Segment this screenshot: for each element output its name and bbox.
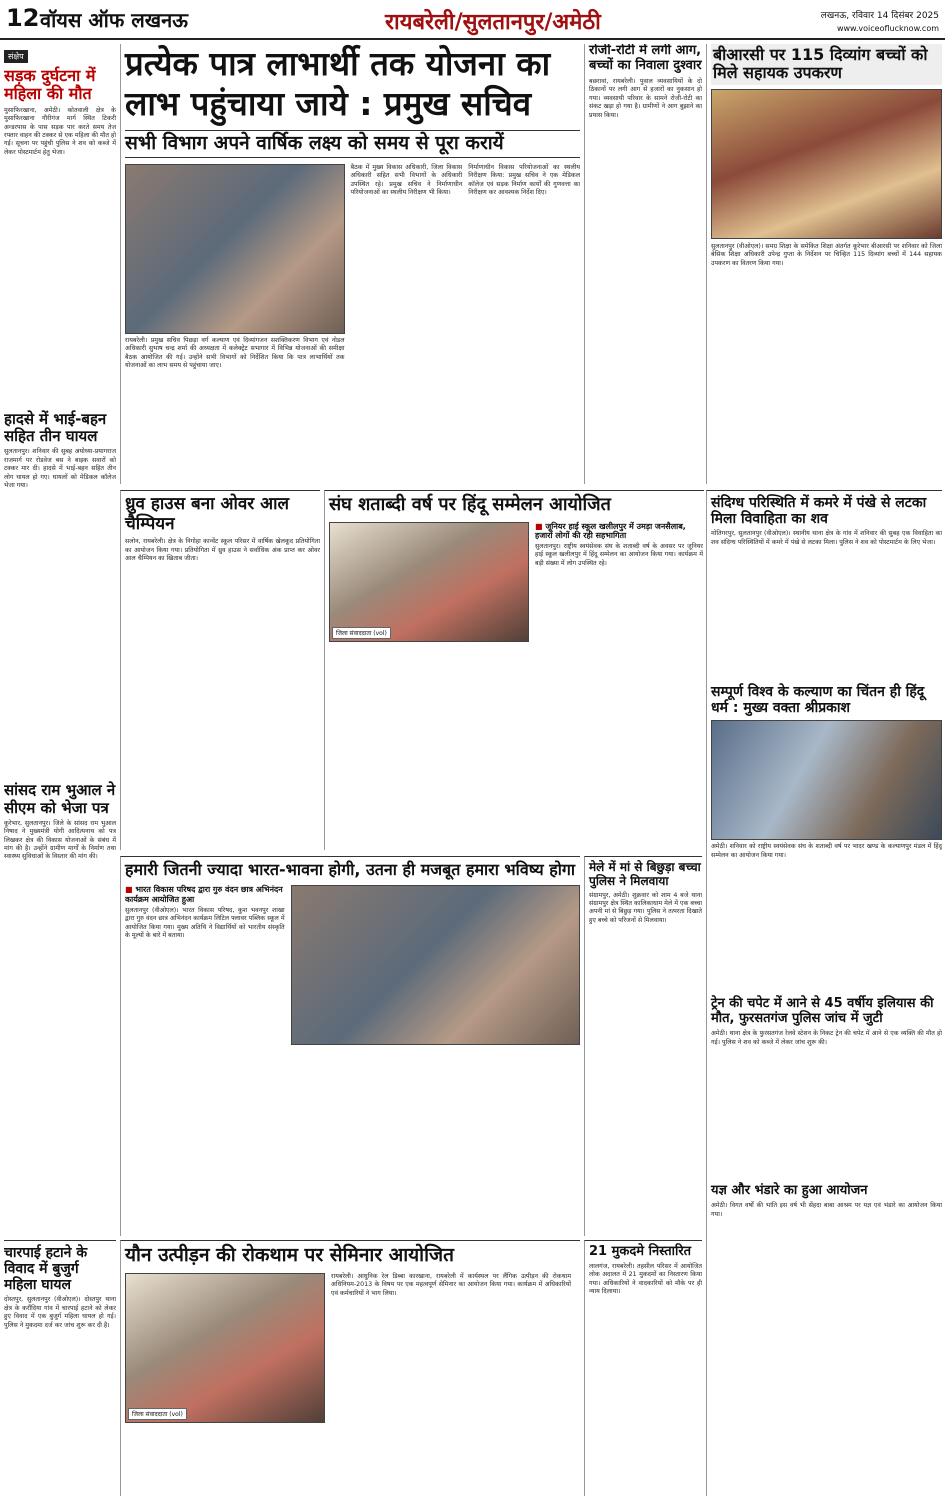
article-body: रायबरेली। प्रमुख सचिव पिछड़ा वर्ग कल्याण एवं दिव्यांगजन सशक्तिकरण विभाग एवं नोडल अधिकारी सुभाष चन्द्र शर्मा की अध्यक्षता में कलेक्ट्रेट सभागार में विभिन्न योजनाओं की समीक्षा बैठक आयोजित की गई। उन्होंने सभी विभागों को निर्देशित किया कि पात्र लाभार्थियों तक योजनाओं का लाभ समय से पहुंचाया जाए। xyxy=(125,336,345,370)
lead-subhead: सभी विभाग अपने वार्षिक लक्ष्य को समय से पूरा करायें xyxy=(125,130,580,158)
article-body: बछरावां, रायबरेली। पुवाल व्यवसायियों के दो ठिकानों पर लगी आग से हजारों का नुकसान हो गया। व्यवसायी परिवार के सामने रोजी-रोटी का संकट खड़ा हो गया है। ग्रामीणों ने आग बुझाने का प्रयास किया। xyxy=(589,77,702,119)
headline: 21 मुकदमे निस्तारित xyxy=(589,1244,692,1259)
headline: ध्रुव हाउस बना ओवर आल चैम्पियन xyxy=(125,494,290,534)
story-photo xyxy=(291,885,580,1045)
lead-headline: प्रत्येक पात्र लाभार्थी तक योजना का लाभ पहुंचाया जाये : प्रमुख सचिव xyxy=(125,44,551,123)
headline: सांसद राम भुआल ने सीएम को भेजा पत्र xyxy=(4,781,116,817)
article-body: बैठक में मुख्य विकास अधिकारी, जिला विकास अधिकारी सहित सभी विभागों के अधिकारी उपस्थित रहे। प्रमुख सचिव ने निर्माणाधीन परियोजनाओं का स्थलीय निरीक्षण भी किया। xyxy=(350,163,463,197)
article-body: अमेठी। शनिवार को राष्ट्रीय स्वयंसेवक संघ के शताब्दी वर्ष पर भादर खण्ड के कल्याणपुर मंडल में हिंदू सम्मेलन का आयोजन किया गया। xyxy=(711,843,942,859)
website: www.voiceoflucknow.com xyxy=(836,24,939,33)
story-photo xyxy=(711,89,942,239)
bottom-story xyxy=(120,1240,580,1496)
col3-top-story xyxy=(584,44,702,484)
bottom-col3-story xyxy=(584,1240,702,1496)
article-body: सलोन, रायबरेली। क्षेत्र के निगोहा कान्वेंट स्कूल परिसर में वार्षिक खेलकूद प्रतियोगिता का आयोजन किया गया। प्रतियोगिता में ध्रुव हाउस ने सर्वाधिक अंक प्राप्त कर ओवर आल चैम्पियन का खिताब जीता। xyxy=(125,538,320,562)
masthead xyxy=(0,0,945,40)
photo-credit: जिला संवाददाता (vol) xyxy=(332,627,391,639)
headline: बीआरसी पर 115 दिव्यांग बच्चों को मिले सहायक उपकरण xyxy=(711,44,942,85)
story-photo xyxy=(329,522,529,642)
right-column xyxy=(706,490,942,1496)
article-body: संग्रामपुर, अमेठी। शुक्रवार को शाम 4 बजे थाना संग्रामपुर क्षेत्र स्थित कालिकाधाम मेले में एक बच्चा अपनी मां से बिछुड़ गया। पुलिस ने तत्परता दिखाते हुए बच्चे को परिजनों से मिलवाया। xyxy=(589,891,702,924)
center-story xyxy=(120,856,580,1236)
section-title: रायबरेली/सुलतानपुर/अमेठी xyxy=(385,10,601,35)
story-photo xyxy=(711,720,942,840)
article-body: अमेठी। थाना क्षेत्र के फुरसतगंज रेलवे स्टेशन के निकट ट्रेन की चपेट में आने से एक व्यक्ति की मौत हो गई। पुलिस ने शव को कब्जे में लेकर जांच शुरू की। xyxy=(711,1030,942,1046)
headline: मेले में मां से बिछुड़ा बच्चा पुलिस ने मिलवाया xyxy=(589,860,701,888)
article-body: कूरेभार, सुलतानपुर। जिले के सांसद राम भुआल निषाद ने मुख्यमंत्री योगी आदित्यनाथ को पत्र लिखकर क्षेत्र की विकास योजनाओं के संबंध में मांग की है। उन्होंने ग्रामीण मार्गों के निर्माण तथा स्वास्थ्य सुविधाओं के विस्तार की मांग की। xyxy=(4,819,116,861)
headline: यज्ञ और भंडारे का हुआ आयोजन xyxy=(711,1183,868,1199)
article-body: सुलतानपुर। शनिवार की सुबह अयोध्या-प्रयागराज राजमार्ग पर रोडवेज बस ने बाइक सवारों को टक्कर मार दी। हादसे में भाई-बहन सहित तीन लोग घायल हो गए। घायलों को मेडिकल कॉलेज भेजा गया। xyxy=(4,448,116,489)
mid-story-2 xyxy=(324,490,704,850)
lead-story xyxy=(120,44,580,484)
article-body: दोस्तपुर, सुलतानपुर (वीओएल)। दोस्तपुर थाना क्षेत्र के करौंदिया गांव में चारपाई हटाने को लेकर हुए विवाद में एक बुजुर्ग महिला घायल हो गई। पुलिस ने मुकदमा दर्ज कर जांच शुरू कर दी है। xyxy=(4,1296,116,1329)
article-body: रायबरेली। आधुनिक रेल डिब्बा कारखाना, रायबरेली में कार्यस्थल पर लैंगिक उत्पीड़न की रोकथाम अधिनियम-2013 के विषय पर एक महत्वपूर्ण सेमिनार का आयोजन किया गया। कार्यक्रम में अधिकारियों एवं कर्मचारियों ने भाग लिया। xyxy=(331,1272,571,1297)
lead-photo xyxy=(125,164,345,334)
paper-name: वॉयस ऑफ लखनऊ xyxy=(40,8,188,32)
article-body: मुसाफिरखाना, अमेठी। कोतवाली क्षेत्र के मुसाफिरखाना गौरीगंज मार्ग स्थित टिकरी अन्डरपास के पास सड़क पार करते समय तेज रफ्तार वाहन की टक्कर से एक महिला की मौत हो गई। सूचना पर पहुंची पुलिस ने शव को कब्जे में लेकर पोस्टमार्टम हेतु भेजा। xyxy=(4,106,116,156)
article-body: सुलतानपुर (वीओएल)। भारत विकास परिषद, कुश भवनपुर शाखा द्वारा गुरु वंदन छात्र अभिनंदन कार्यक्रम लिटिल फ्लावर पब्लिक स्कूल में आयोजित किया गया। मुख्य अतिथि ने विद्यार्थियों को भारतीय संस्कृति के मूल्यों के बारे में बताया। xyxy=(125,906,285,939)
headline: रोजी-रोटी में लगी आग, बच्चों का निवाला दुश्वार xyxy=(589,44,702,73)
article-body: मोतिगरपुर, सुलतानपुर (वीओएल)। स्थानीय थाना क्षेत्र के गांव में शनिवार की सुबह एक विवाहिता का शव संदिग्ध परिस्थितियों में कमरे में पंखे से लटका मिला। पुलिस ने शव को पोस्टमार्टम के लिए भेजा। xyxy=(711,530,942,546)
headline: संदिग्ध परिस्थिति में कमरे में पंखे से लटका मिला विवाहिता का शव xyxy=(711,495,927,528)
article-body: निर्माणाधीन विकास परियोजनाओं का स्थलीय निरीक्षण किया: प्रमुख सचिव ने एक मेडिकल कॉलेज एवं सड़क निर्माण कार्यों की गुणवत्ता का निरीक्षण कर आवश्यक निर्देश दिए। xyxy=(468,163,580,197)
headline: सम्पूर्ण विश्व के कल्याण का चिंतन ही हिंदू धर्म : मुख्य वक्ता श्रीप्रकाश xyxy=(711,684,925,717)
headline: हादसे में भाई-बहन सहित तीन घायल xyxy=(4,409,107,446)
headline: हमारी जितनी ज्यादा भारत-भावना होगी, उतना ही मजबूत हमारा भविष्य होगा xyxy=(125,860,576,879)
page-number: 12 xyxy=(6,4,40,32)
col3-mid-story xyxy=(584,856,702,1236)
headline: ट्रेन की चपेट में आने से 45 वर्षीय इलियास की मौत, फुरसतगंज पुलिस जांच में जुटी xyxy=(711,996,934,1027)
headline: सड़क दुर्घटना में महिला की मौत xyxy=(4,66,96,104)
mid-story-1 xyxy=(120,490,320,850)
photo-credit: जिला संवाददाता (vol) xyxy=(128,1408,187,1420)
article-body: लालगंज, रायबरेली। तहसील परिसर में आयोजित लोक अदालत में 21 मुकदमों का निस्तारण किया गया। अधिकारियों ने वादकारियों को मौके पर ही न्याय दिलाया। xyxy=(589,1262,702,1296)
headline: यौन उत्पीड़न की रोकथाम पर सेमिनार आयोजित xyxy=(125,1244,454,1266)
article-body: सुलतानपुर (वीओएल)। समग्र शिक्षा के समेकित शिक्षा अंतर्गत कूरेभार बीआरसी पर शनिवार को जिला बेसिक शिक्षा अधिकारी उपेन्द्र गुप्ता के निर्देशन पर चिन्हित 115 दिव्यांग बच्चों में 144 सहायक उपकरण का वितरण किया गया। xyxy=(711,242,942,267)
brief-label: संक्षेप xyxy=(4,50,28,63)
story-photo xyxy=(125,1273,325,1423)
bottom-left-story xyxy=(4,1240,116,1496)
subheadline: ■ जूनियर हाई स्कूल खलीलपुर में उमड़ा जनसैलाब, हजारों लोगों की रही सहभागिता xyxy=(535,522,703,540)
headline: चारपाई हटाने के विवाद में बुजुर्ग महिला घायल xyxy=(4,1245,88,1294)
subheadline: ■ भारत विकास परिषद द्वारा गुरु वंदन छात्र अभिनंदन कार्यक्रम आयोजित हुआ xyxy=(125,885,285,903)
headline: संघ शताब्दी वर्ष पर हिंदू सम्मेलन आयोजित xyxy=(329,494,611,515)
article-body: सुलतानपुर। राष्ट्रीय स्वयंसेवक संघ के शताब्दी वर्ष के अवसर पर जूनियर हाई स्कूल खलीलपुर में हिंदू सम्मेलन का आयोजन किया गया। कार्यक्रम में बड़ी संख्या में लोग उपस्थित रहे। xyxy=(535,543,703,567)
right-top-story xyxy=(706,44,942,484)
article-body: अमेठी। विगत वर्षों की भांति इस वर्ष भी सेंहदा बाबा आश्रम पर यज्ञ एवं भंडारे का आयोजन किया गया। xyxy=(711,1202,942,1218)
dateline: लखनऊ, रविवार 14 दिसंबर 2025 xyxy=(820,11,939,21)
